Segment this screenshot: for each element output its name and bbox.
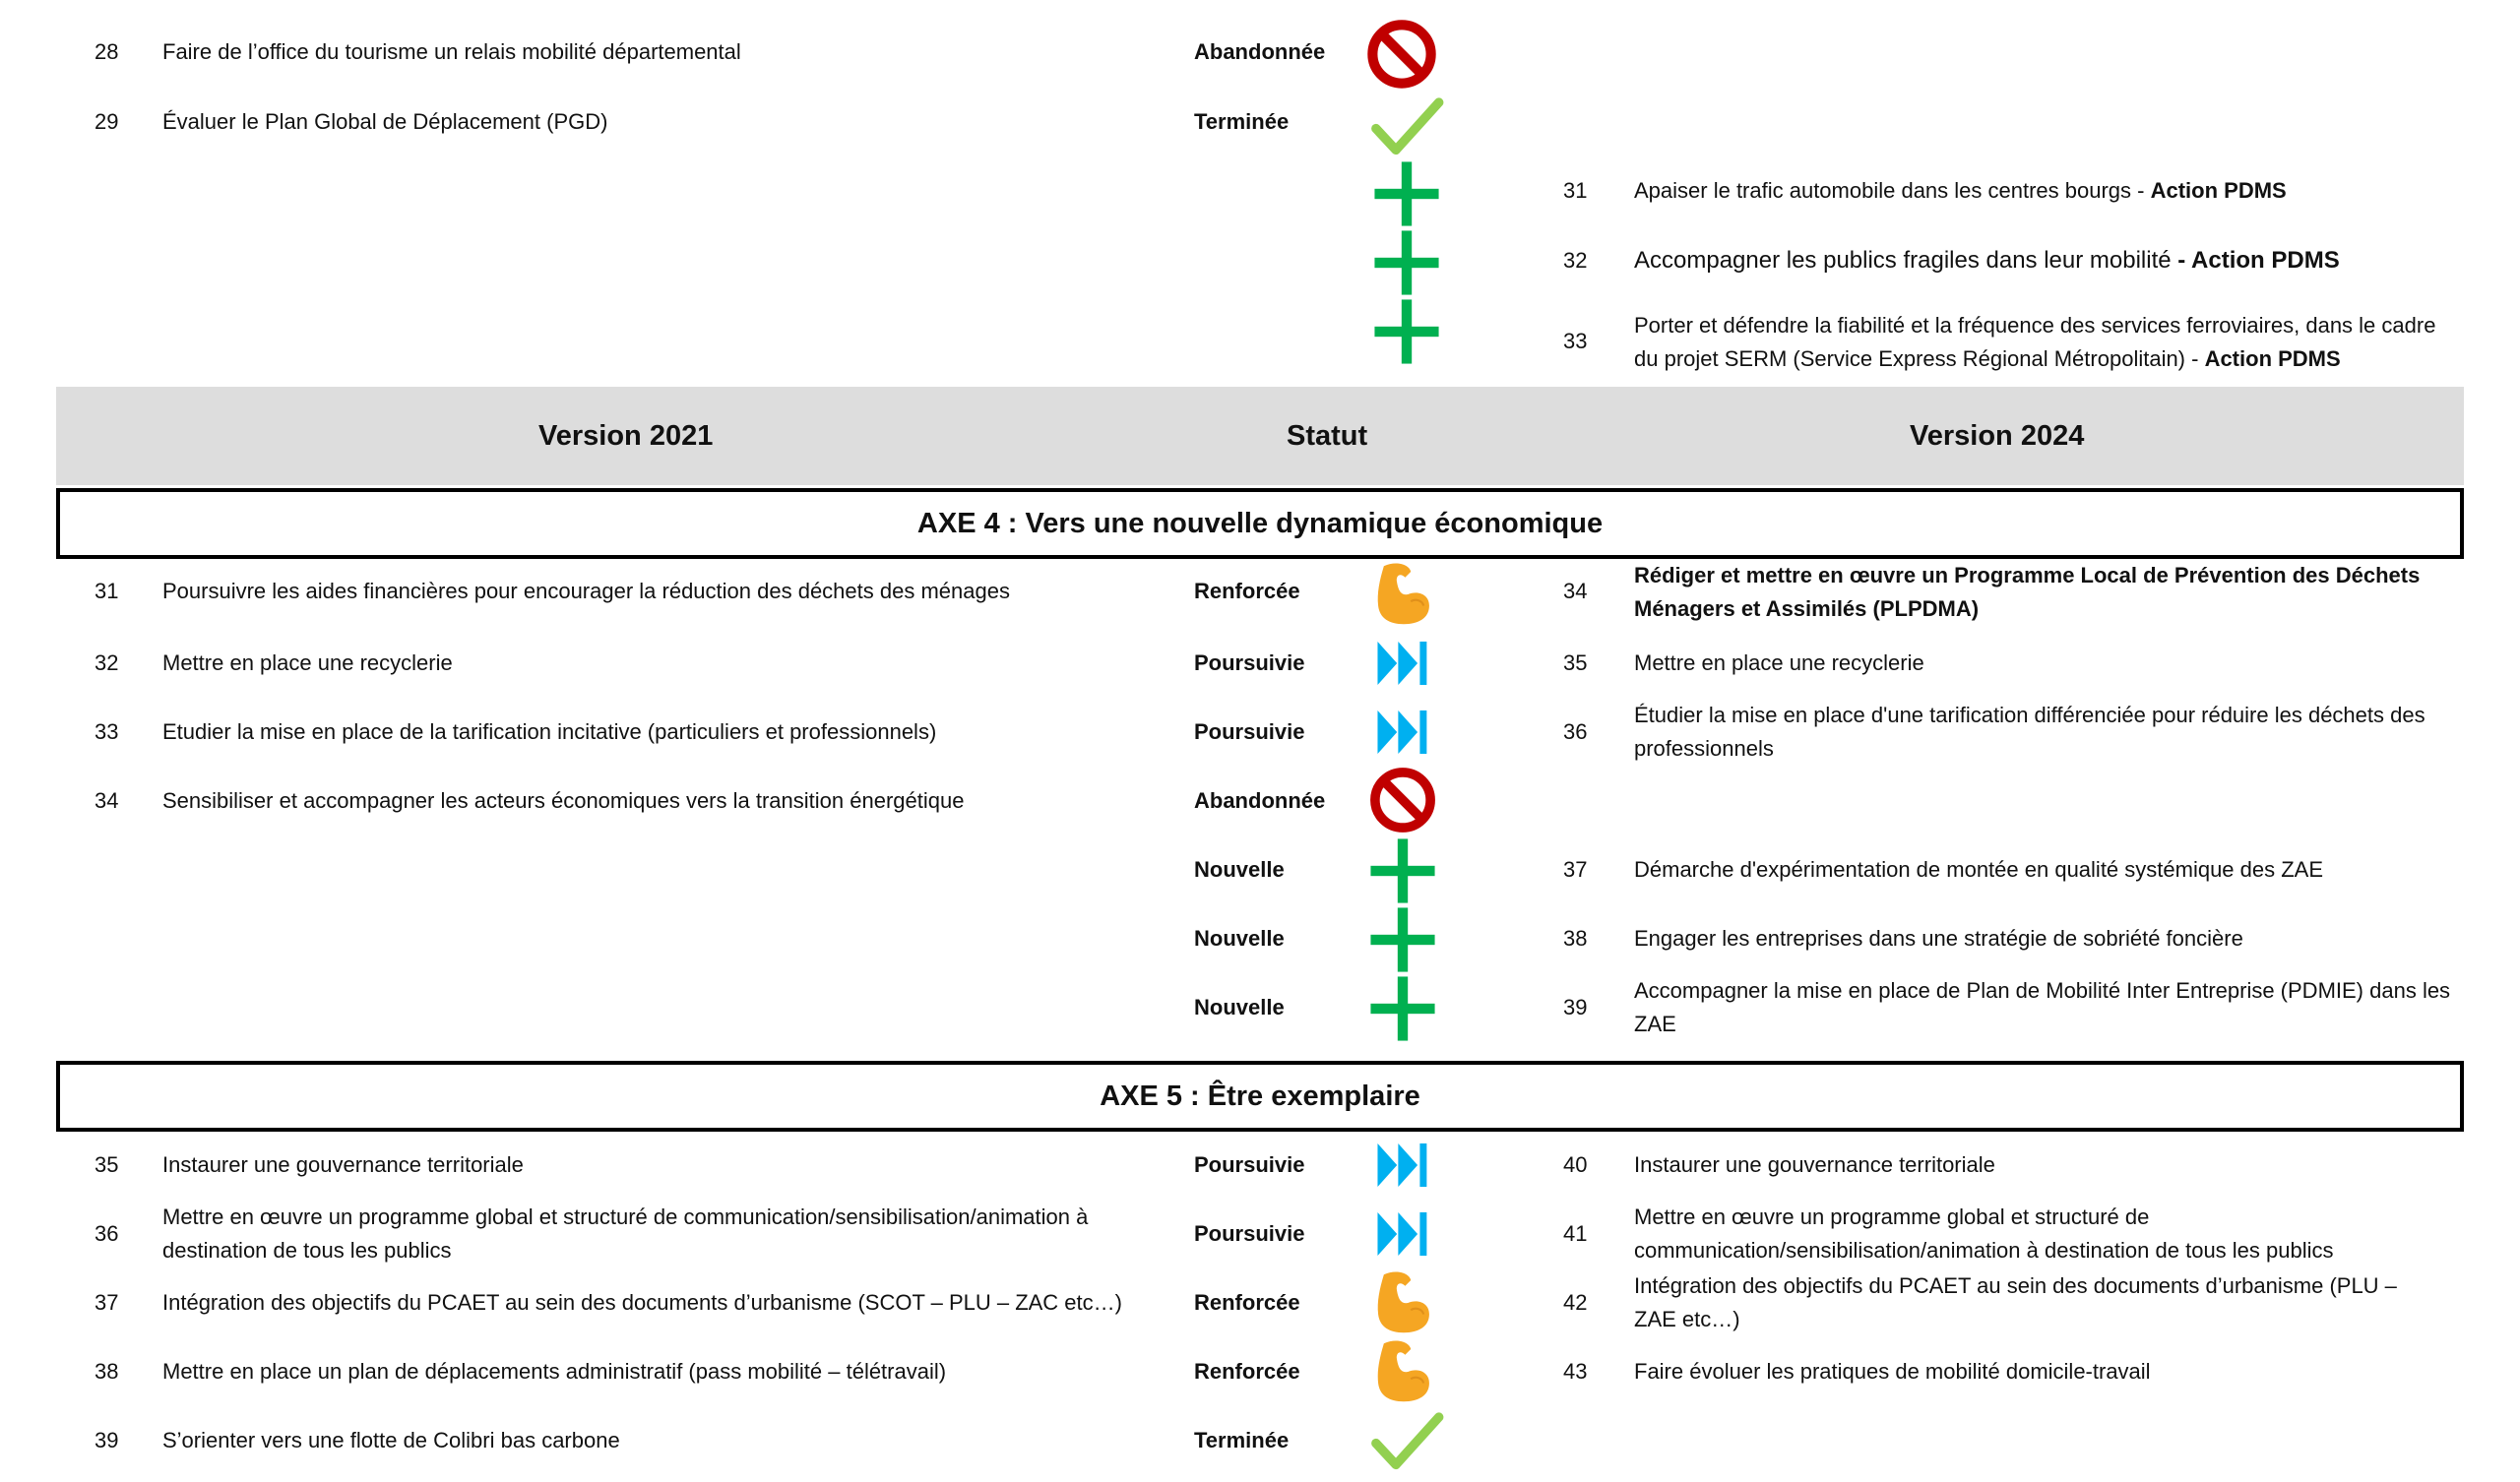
table-header [56,387,2464,485]
row-number: 35 [1563,650,1588,675]
action-text: Accompagner la mise en place de Plan de Mobilité Inter Entreprise (PDMIE) dans les ZAE [1634,978,2451,1036]
row-number: 36 [94,1221,119,1246]
action-text: Mettre en œuvre un programme global et structuré de communication/sensibilisation/animation à destination de tous les publics [162,1204,1089,1263]
plus-icon [1366,834,1439,907]
plus-icon [1370,295,1443,368]
row-number: 34 [1563,579,1588,603]
action-text: Etudier la mise en place de la tarification incitative (particuliers et professionnels) [162,719,937,744]
action-text: Mettre en œuvre un programme global et structuré de communication/sensibilisation/animation à destination de tous les publics [1634,1204,2334,1263]
fast-forward-icon [1370,1137,1435,1194]
check-icon [1368,1403,1445,1480]
status-label: Abandonnée [1194,39,1326,64]
table-row [0,1201,2520,1269]
status-label: Renforcée [1194,1359,1300,1384]
row-number: 37 [1563,857,1588,882]
row-number: 38 [1563,926,1588,951]
table-row [0,174,2520,214]
action-text: Sensibiliser et accompagner les acteurs économiques vers la transition énergétique [162,788,965,813]
header-version-2021: Version 2021 [538,420,714,452]
action-text: Démarche d'expérimentation de montée en qualité systémique des ZAE [1634,857,2324,882]
table-row [0,647,2520,686]
fast-forward-icon [1370,704,1435,761]
ban-icon [1363,16,1440,93]
table-row [0,559,2520,628]
action-text: Rédiger et mettre en œuvre un Programme Local de Prévention des Déchets Ménagers et Assimilés (PLPDMA) [1634,563,2421,621]
header-version-2024: Version 2024 [1910,420,2085,452]
plus-icon [1370,226,1443,299]
table-row [0,1355,2520,1394]
row-number: 39 [1563,995,1588,1019]
fast-forward-icon [1370,635,1435,692]
action-text: Instaurer une gouvernance territoriale [162,1152,524,1177]
action-text: Mettre en place une recyclerie [162,650,453,675]
ban-icon [1366,764,1439,836]
row-number: 37 [94,1290,119,1315]
plus-icon [1370,157,1443,230]
header-status: Statut [1287,420,1368,452]
row-number: 43 [1563,1359,1588,1384]
row-number: 29 [94,109,119,134]
table-row [0,853,2520,893]
axe-4-title: AXE 4 : Vers une nouvelle dynamique économique [56,488,2464,559]
flexed-arm-icon [1368,1267,1439,1338]
table-row [0,1269,2520,1338]
row-number: 28 [94,39,119,64]
action-text: Engager les entreprises dans une stratégie de sobriété foncière [1634,926,2243,951]
plus-icon [1366,903,1439,976]
row-number: 34 [94,788,119,813]
row-number: 32 [94,650,119,675]
table-row [0,1424,2520,1463]
action-text: Instaurer une gouvernance territoriale [1634,1152,1995,1177]
status-label: Nouvelle [1194,857,1285,882]
status-label: Poursuivie [1194,1152,1305,1177]
action-text: Porter et défendre la fiabilité et la fréquence des services ferroviaires, dans le cadre du projet SERM (Service Express Régional Métropolitain) - Action PDMS [1634,313,2436,371]
row-number: 31 [1563,178,1588,203]
table-row [0,35,2520,75]
status-label: Terminée [1194,1428,1290,1452]
action-text: Faire de l’office du tourisme un relais mobilité départemental [162,39,741,64]
action-text: Accompagner les publics fragiles dans leur mobilité - Action PDMS [1634,247,2340,274]
status-label: Nouvelle [1194,926,1285,951]
table-row [0,974,2520,1043]
row-number: 40 [1563,1152,1588,1177]
row-number: 36 [1563,719,1588,744]
table-row [0,1148,2520,1188]
check-icon [1368,89,1445,165]
row-number: 32 [1563,248,1588,273]
status-label: Terminée [1194,109,1290,134]
status-label: Renforcée [1194,1290,1300,1315]
row-number: 35 [94,1152,119,1177]
row-number: 38 [94,1359,119,1384]
plus-icon [1366,972,1439,1045]
row-number: 39 [94,1428,119,1452]
action-text: S’orienter vers une flotte de Colibri bas carbone [162,1428,620,1452]
status-label: Poursuivie [1194,1221,1305,1246]
action-text: Évaluer le Plan Global de Déplacement (PGD) [162,109,608,134]
action-text: Intégration des objectifs du PCAET au sein des documents d’urbanisme (PLU – ZAE etc…) [1634,1273,2397,1331]
status-label: Poursuivie [1194,650,1305,675]
action-text: Mettre en place un plan de déplacements administratif (pass mobilité – télétravail) [162,1359,947,1384]
status-label: Nouvelle [1194,995,1285,1019]
row-number: 41 [1563,1221,1588,1246]
table-row [0,309,2520,380]
table-row [0,244,2520,283]
axe-5-title: AXE 5 : Être exemplaire [56,1061,2464,1132]
status-label: Renforcée [1194,579,1300,603]
row-number: 42 [1563,1290,1588,1315]
table-row [0,699,2520,768]
action-text: Intégration des objectifs du PCAET au sein des documents d’urbanisme (SCOT – PLU – ZAC etc…) [162,1290,1122,1315]
action-text: Étudier la mise en place d'une tarification différenciée pour réduire les déchets des professionnels [1634,703,2426,761]
table-row [0,105,2520,145]
status-label: Abandonnée [1194,788,1326,813]
flexed-arm-icon [1368,559,1439,630]
flexed-arm-icon [1368,1336,1439,1407]
action-text: Mettre en place une recyclerie [1634,650,1924,675]
action-text: Faire évoluer les pratiques de mobilité domicile-travail [1634,1359,2151,1384]
table-row [0,922,2520,961]
row-number: 33 [94,719,119,744]
action-text: Apaiser le trafic automobile dans les centres bourgs - Action PDMS [1634,178,2287,203]
row-number: 31 [94,579,119,603]
row-number: 33 [1563,329,1588,353]
action-text: Poursuivre les aides financières pour encourager la réduction des déchets des ménages [162,579,1010,603]
table-row [0,784,2520,824]
fast-forward-icon [1370,1205,1435,1263]
status-label: Poursuivie [1194,719,1305,744]
